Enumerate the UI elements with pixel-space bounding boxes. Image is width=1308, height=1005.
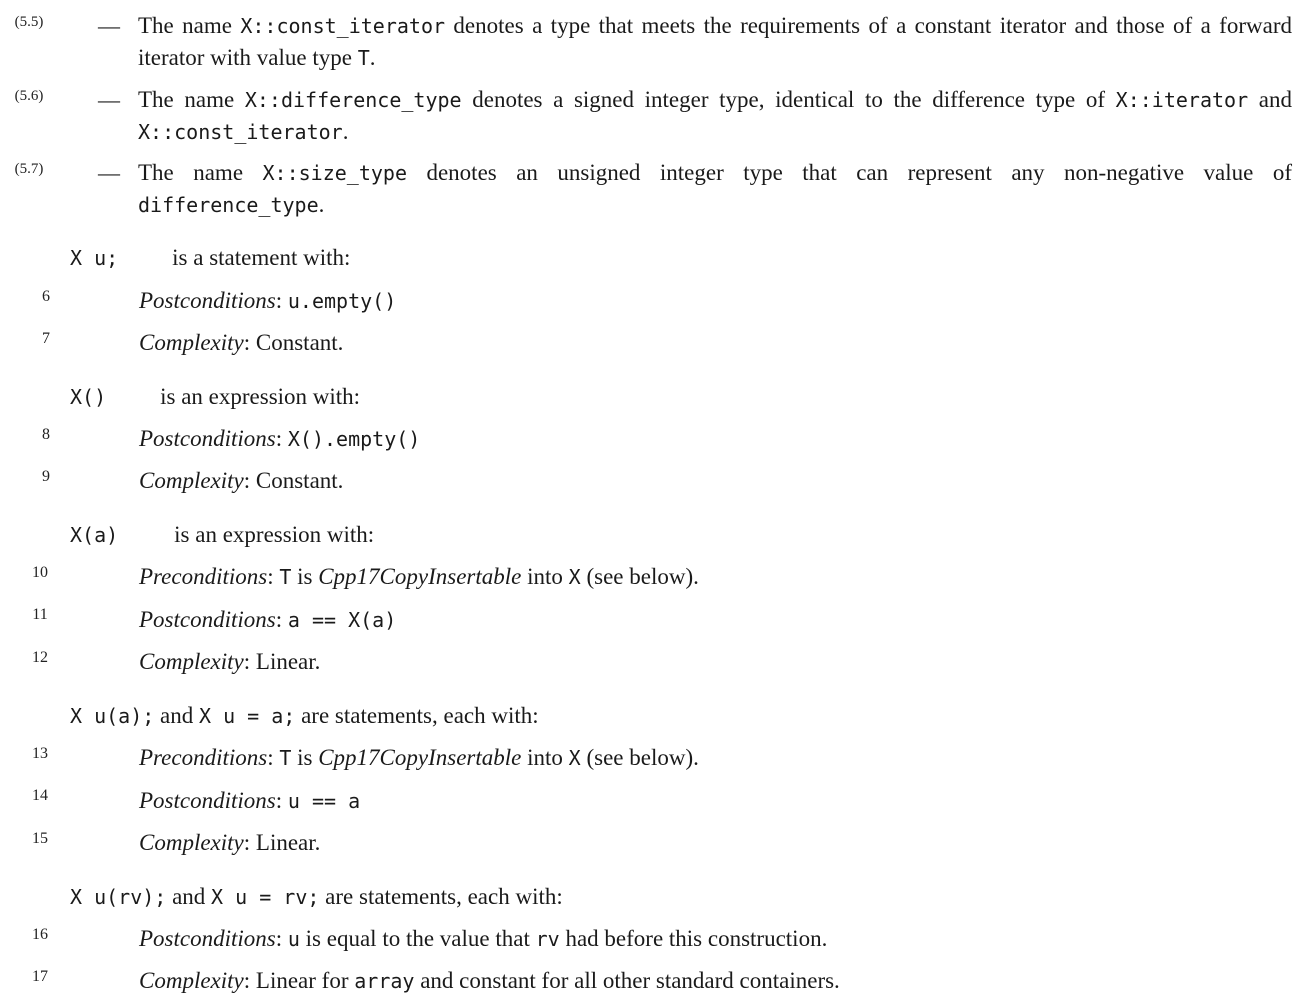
section-heading-value-init: X() is an expression with: [70,384,361,409]
paragraph-number: 8 [42,426,50,443]
complexity-line: Complexity: Constant. [139,330,344,355]
paragraph-number: 17 [32,968,48,985]
preconditions-line: Preconditions: T is Cpp17CopyInsertable into X (see below). [139,564,699,589]
postconditions-line: Postconditions: u.empty() [139,288,397,313]
em-dash: — [98,87,120,112]
paragraph-number: 12 [32,649,48,666]
bullet-const-iterator: The name X::const_iterator denotes a type that meets the requirements of a constant iterator and those of a forward iterator with value type T. [138,13,1292,70]
paragraph-number: 7 [42,330,50,347]
paragraph-number: (5.7) [14,161,44,177]
bullet-size-type: The name X::size_type denotes an unsigned integer type that can represent any non-negative value of difference_type. [138,160,1292,217]
postconditions-line: Postconditions: X().empty() [139,426,421,451]
em-dash: — [98,160,120,185]
postconditions-line: Postconditions: u is equal to the value that rv had before this construction. [139,926,828,951]
paragraph-number: 14 [32,787,48,804]
section-heading-move-statements: X u(rv); and X u = rv; are statements, each with: [70,884,563,909]
section-heading-copy-expression: X(a) is an expression with: [70,522,375,547]
complexity-line: Complexity: Linear. [139,649,321,674]
em-dash: — [98,13,120,38]
paragraph-number: 6 [42,288,50,305]
complexity-line: Complexity: Constant. [139,468,344,493]
postconditions-line: Postconditions: u == a [139,788,361,813]
paragraph-number: 13 [32,745,48,762]
section-heading-default-statement: X u; is a statement with: [70,245,351,270]
paragraph-number: (5.6) [14,88,44,104]
preconditions-line: Preconditions: T is Cpp17CopyInsertable into X (see below). [139,745,699,770]
complexity-line: Complexity: Linear for array and constant for all other standard containers. [139,968,840,993]
paragraph-number: 11 [32,606,48,623]
paragraph-number: 9 [42,468,50,485]
paragraph-number: (5.5) [14,14,44,30]
paragraph-number: 15 [32,830,48,847]
paragraph-number: 16 [32,926,48,943]
section-heading-copy-statements: X u(a); and X u = a; are statements, each with: [70,703,539,728]
bullet-difference-type: The name X::difference_type denotes a signed integer type, identical to the difference type of X::iterator and X::const_iterator. [138,87,1292,144]
complexity-line: Complexity: Linear. [139,830,321,855]
postconditions-line: Postconditions: a == X(a) [139,607,397,632]
paragraph-number: 10 [32,564,48,581]
